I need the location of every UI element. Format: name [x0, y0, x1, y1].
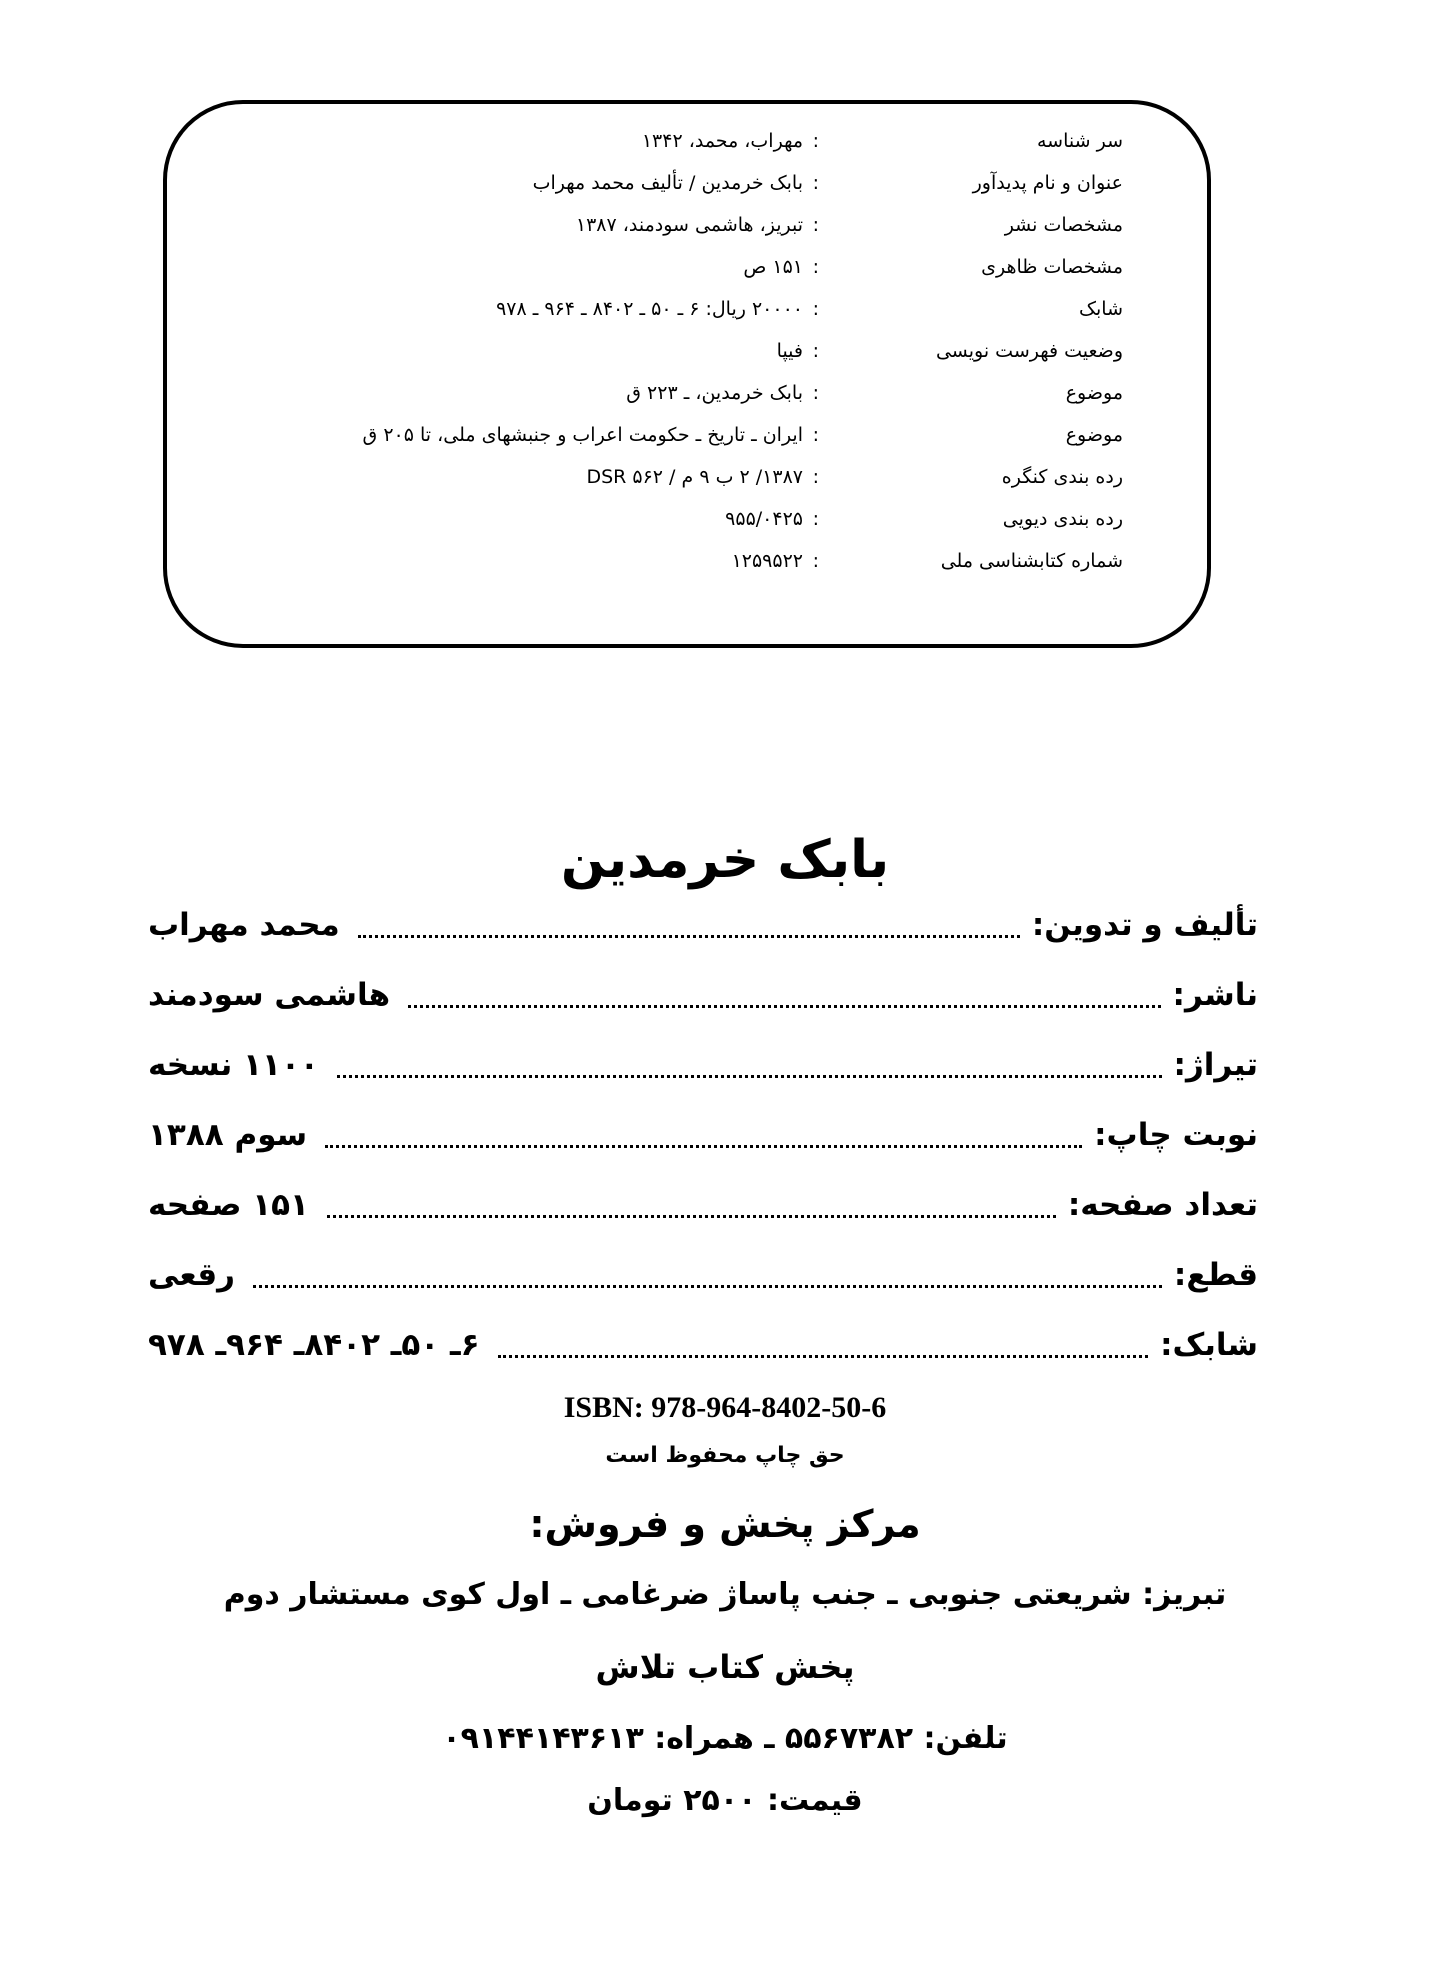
cip-label: وضعیت فهرست نویسی	[935, 340, 1123, 362]
cip-row-physical-description	[167, 246, 1207, 288]
cip-label: عنوان و نام پدیدآور	[972, 172, 1123, 194]
cip-row-isbn	[167, 288, 1207, 330]
cip-row-publication	[167, 204, 1207, 246]
detail-value: رقعی	[148, 1257, 236, 1293]
detail-label: نوبت چاپ:	[1094, 1117, 1258, 1153]
detail-value: ۶ـ ۵۰ـ ۸۴۰۲ـ ۹۶۴ـ ۹۷۸	[148, 1327, 480, 1363]
detail-label: ناشر:	[1172, 977, 1258, 1013]
dotted-leader	[408, 1004, 1160, 1008]
cip-value: ۲۰۰۰۰ ریال: ۶ ـ ۵۰ ـ ۸۴۰۲ ـ ۹۶۴ ـ ۹۷۸	[496, 298, 803, 320]
cip-value: بابک خرمدین، ـ ۲۲۳ ق	[626, 382, 803, 404]
cip-colon: :	[812, 424, 819, 446]
cip-value: ۱۲۵۹۵۲۲	[731, 550, 803, 572]
cip-label: مشخصات ظاهری	[981, 256, 1123, 278]
cip-label: مشخصات نشر	[1004, 214, 1123, 236]
detail-row-author	[148, 894, 1258, 950]
cip-label: موضوع	[1065, 382, 1123, 404]
cip-value: مهراب، محمد، ۱۳۴۲	[641, 130, 803, 152]
cip-label: شماره کتابشناسی ملی	[940, 550, 1123, 572]
cip-row-dewey-classification	[167, 498, 1207, 540]
detail-label: شابک:	[1160, 1327, 1258, 1363]
dotted-leader	[337, 1074, 1162, 1078]
distribution-heading: مرکز پخش و فروش:	[529, 1502, 921, 1546]
detail-row-edition	[148, 1104, 1258, 1160]
dotted-leader	[253, 1284, 1162, 1288]
cip-value: تبریز، هاشمی سودمند، ۱۳۸۷	[575, 214, 803, 236]
dotted-leader	[358, 934, 1020, 938]
detail-row-publisher	[148, 964, 1258, 1020]
cip-colon: :	[812, 256, 819, 278]
cip-colon: :	[812, 466, 819, 488]
cip-row-main-entry	[167, 120, 1207, 162]
detail-label: تیراژ:	[1173, 1047, 1258, 1083]
detail-value: سوم ۱۳۸۸	[148, 1117, 308, 1153]
cip-row-title-author	[167, 162, 1207, 204]
cip-value: ۱۳۸۷/ ۲ ب ۹ م / DSR ۵۶۲	[586, 466, 803, 488]
distributor-name: پخش کتاب تلاش	[595, 1648, 855, 1686]
detail-value: ۱۱۰۰ نسخه	[148, 1047, 319, 1083]
cip-label: موضوع	[1065, 424, 1123, 446]
cip-row-cataloging-status	[167, 330, 1207, 372]
cip-label: شابک	[1078, 298, 1123, 320]
cip-colon: :	[812, 130, 819, 152]
cip-colon: :	[812, 340, 819, 362]
isbn-latin: ISBN: 978-964-8402-50-6	[563, 1391, 887, 1424]
cip-colon: :	[812, 550, 819, 572]
contact-phone: تلفن: ۵۵۶۷۳۸۲ ـ همراه: ۰۹۱۴۴۱۴۳۶۱۳	[442, 1721, 1008, 1756]
cip-row-lc-classification	[167, 456, 1207, 498]
detail-row-print-run	[148, 1034, 1258, 1090]
detail-value: محمد مهراب	[148, 907, 340, 943]
cip-label: رده بندی کنگره	[1001, 466, 1123, 488]
copyright-notice: حق چاپ محفوظ است	[605, 1443, 845, 1468]
detail-label: تألیف و تدوین:	[1031, 907, 1258, 943]
cip-label: سر شناسه	[1037, 130, 1123, 152]
cip-value: ۹۵۵/۰۴۲۵	[725, 508, 803, 530]
cip-colon: :	[812, 298, 819, 320]
dotted-leader	[325, 1144, 1082, 1148]
cip-value: بابک خرمدین / تألیف محمد مهراب	[532, 172, 803, 194]
detail-label: تعداد صفحه:	[1067, 1187, 1258, 1223]
distribution-address: تبریز: شریعتی جنوبی ـ جنب پاساژ ضرغامی ـ اول کوی مستشار دوم	[223, 1577, 1227, 1612]
cip-colon: :	[812, 382, 819, 404]
cip-row-national-bibliography-number	[167, 540, 1207, 582]
detail-label: قطع:	[1173, 1257, 1258, 1293]
cip-label: رده بندی دیویی	[1002, 508, 1123, 530]
cip-value: فیپا	[776, 340, 803, 362]
cip-value: ایران ـ تاریخ ـ حکومت اعراب و جنبشهای ملی، تا ۲۰۵ ق	[362, 424, 803, 446]
cip-colon: :	[812, 508, 819, 530]
detail-row-page-count	[148, 1174, 1258, 1230]
detail-value: هاشمی سودمند	[148, 977, 391, 1013]
detail-row-format	[148, 1244, 1258, 1300]
cip-colon: :	[812, 214, 819, 236]
cip-row-subject	[167, 372, 1207, 414]
detail-row-isbn	[148, 1314, 1258, 1370]
book-title: بابک خرمدین	[560, 830, 890, 890]
book-price: قیمت: ۲۵۰۰ تومان	[587, 1783, 863, 1818]
cip-row-subject	[167, 414, 1207, 456]
dotted-leader	[498, 1354, 1149, 1358]
cip-colon: :	[812, 172, 819, 194]
cip-value: ۱۵۱ ص	[743, 256, 803, 278]
detail-value: ۱۵۱ صفحه	[148, 1187, 309, 1223]
dotted-leader	[327, 1214, 1056, 1218]
cataloging-in-publication-box	[163, 100, 1211, 648]
